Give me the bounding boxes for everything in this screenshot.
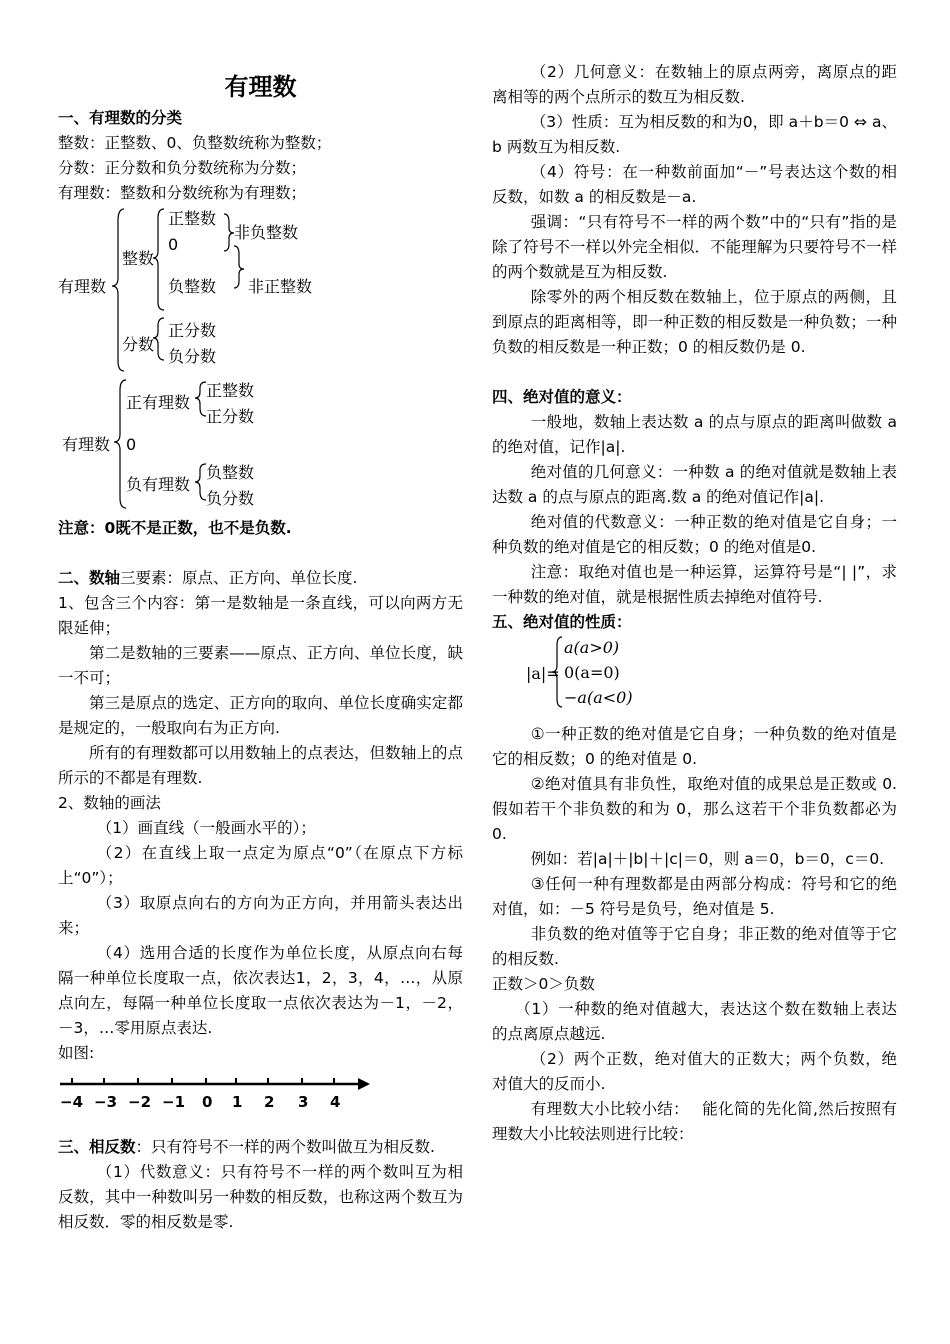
axis-label-neg2: −2 bbox=[128, 1093, 152, 1111]
right-column bbox=[492, 60, 897, 1147]
section2-heading-line bbox=[58, 566, 463, 591]
r-para-5: 除零外的两个相反数在数轴上，位于原点的两侧，且到原点的距离相等，即一种正数的相反数是一种负数；一种负数的相反数是一种正数；0 的相反数仍是 0. bbox=[492, 288, 897, 356]
tree1-positive-integer: 正整数 bbox=[168, 209, 217, 228]
tree1-negative-fraction: 负分数 bbox=[168, 347, 217, 366]
s4-para-4: 注意：取绝对值也是一种运算，运算符号是“| |”，求一种数的绝对值，就是根据性质去掉绝对值符号. bbox=[492, 563, 897, 606]
s2-para-4: 所有的有理数都可以用数轴上的点表达，但数轴上的点所示的不都是有理数. bbox=[58, 744, 463, 787]
section5-heading: 五、绝对值的性质： bbox=[492, 613, 632, 631]
number-line bbox=[58, 1070, 378, 1110]
r-para-4: 强调：“只有符号不一样的两个数”中的“只有”指的是除了符号不一样以外完全相似．不能理解为只要符号不一样的两个数就是互为相反数. bbox=[492, 213, 897, 281]
section3-heading: 三、相反数 bbox=[58, 1138, 136, 1156]
axis-label-neg3: −3 bbox=[94, 1093, 118, 1111]
s1-line-rational: 有理数：整数和分数统称为有理数； bbox=[58, 184, 307, 202]
s5-para-4: ③任何一种有理数都是由两部分构成：符号和它的绝对值，如：－5 符号是负号，绝对值是 5. bbox=[492, 875, 897, 918]
s5-para-6: 正数＞0＞负数 bbox=[492, 975, 595, 993]
s2-para-2: 第二是数轴的三要素——原点、正方向、单位长度，缺一不可； bbox=[58, 644, 463, 687]
tree1-positive-fraction: 正分数 bbox=[168, 321, 217, 340]
s1-line-integer: 整数：正整数、0、负整数统称为整数； bbox=[58, 134, 332, 152]
s3-para-1: （1）代数意义：只有符号不一样的两个数叫互为相反数，其中一种数叫另一种数的相反数，也称这两个数互为相反数．零的相反数是零. bbox=[58, 1163, 463, 1231]
tree2-positive-rational: 正有理数 bbox=[126, 393, 191, 412]
tree1-fraction: 分数 bbox=[122, 335, 155, 354]
s2-para-7: （2）在直线上取一点定为原点“0”（在原点下方标上“0”）； bbox=[58, 844, 463, 887]
classification-tree-1 bbox=[58, 206, 358, 376]
axis-label-4: 4 bbox=[330, 1093, 341, 1111]
abs-case-positive: a(a>0) bbox=[564, 638, 620, 657]
abs-piecewise-formula bbox=[526, 635, 646, 710]
s5-para-8: （2）两个正数，绝对值大的正数大；两个负数，绝对值大的反而小. bbox=[492, 1050, 897, 1093]
section2-heading: 二、数轴 bbox=[58, 569, 121, 587]
section3-heading-line bbox=[58, 1135, 463, 1160]
r-para-1: （2）几何意义：在数轴上的原点两旁，离原点的距离相等的两个点所示的数互为相反数. bbox=[492, 63, 897, 106]
abs-lhs: |a|= bbox=[526, 664, 560, 683]
s4-para-1: 一般地，数轴上表达数 a 的点与原点的距离叫做数 a 的绝对值，记作|a|. bbox=[492, 413, 897, 456]
axis-label-1: 1 bbox=[232, 1093, 243, 1111]
axis-label-3: 3 bbox=[298, 1093, 309, 1111]
tree1-integer: 整数 bbox=[122, 249, 155, 268]
s1-line-fraction: 分数：正分数和负分数统称为分数； bbox=[58, 159, 307, 177]
tree2-negative-fraction: 负分数 bbox=[206, 489, 255, 508]
tree2-root: 有理数 bbox=[62, 435, 111, 454]
s5-para-2: ②绝对值具有非负性，取绝对值的成果总是正数或 0. 假如若干个非负数的和为 0，那么这若干个非负数都必为 0. bbox=[492, 775, 897, 843]
tree2-positive-fraction: 正分数 bbox=[206, 407, 255, 426]
s4-para-2: 绝对值的几何意义：一种数 a 的绝对值就是数轴上表达数 a 的点与原点的距离.数 a 的绝对值记作|a|. bbox=[492, 463, 897, 506]
section3-heading-rest: ：只有符号不一样的两个数叫做互为相反数. bbox=[135, 1138, 435, 1156]
tree2-negative-integer: 负整数 bbox=[206, 463, 255, 482]
axis-label-0: 0 bbox=[202, 1093, 213, 1111]
page-title: 有理数 bbox=[224, 73, 297, 101]
s5-para-7: （1）一种数的绝对值越大，表达这个数在数轴上表达的点离原点越远. bbox=[492, 1000, 897, 1043]
r-para-2: （3）性质：互为相反数的和为0，即 a＋b＝0 ⇔ a、b 两数互为相反数. bbox=[492, 113, 897, 156]
tree1-non-negative-integer: 非负整数 bbox=[234, 223, 299, 242]
s5-para-1: ①一种正数的绝对值是它自身；一种负数的绝对值是它的相反数；0 的绝对值是 0. bbox=[492, 725, 897, 768]
s5-para-5: 非负数的绝对值等于它自身；非正数的绝对值等于它的相反数. bbox=[492, 925, 897, 968]
s2-para-9: （4）选用合适的长度作为单位长度，从原点向右每隔一种单位长度取一点，依次表达1，2，3，4，…，从原点向左，每隔一种单位长度取一点依次表达为－1，－2，－3，…零用原点表达. bbox=[58, 944, 463, 1037]
section4-heading: 四、绝对值的意义： bbox=[492, 388, 632, 406]
s2-para-6: （1）画直线（一般画水平的）； bbox=[96, 819, 316, 837]
tree2-zero: 0 bbox=[126, 435, 137, 454]
section2-heading-rest: 三要素：原点、正方向、单位长度. bbox=[120, 569, 358, 587]
section1-heading: 一、有理数的分类 bbox=[58, 109, 183, 127]
left-column bbox=[58, 60, 463, 1235]
s5-para-9: 有理数大小比较小结： 能化简的先化简,然后按照有理数大小比较法则进行比较： bbox=[492, 1100, 897, 1143]
abs-case-zero: 0(a=0) bbox=[564, 663, 620, 682]
classification-tree-2 bbox=[58, 376, 358, 516]
s2-para-5: 2、数轴的画法 bbox=[58, 794, 161, 812]
s4-para-3: 绝对值的代数意义：一种正数的绝对值是它自身；一种负数的绝对值是它的相反数；0 的绝对值是0. bbox=[492, 513, 897, 556]
s2-para-3: 第三是原点的选定、正方向的取向、单位长度确实定都是规定的，一般取向右为正方向. bbox=[58, 694, 463, 737]
tree2-negative-rational: 负有理数 bbox=[126, 475, 191, 494]
tree1-root: 有理数 bbox=[58, 277, 107, 296]
r-para-3: （4）符号：在一种数前面加“－”号表达这个数的相反数，如数 a 的相反数是－a. bbox=[492, 163, 897, 206]
s5-para-3: 例如：若|a|＋|b|＋|c|＝0，则 a＝0，b＝0，c＝0. bbox=[530, 850, 885, 868]
axis-label-neg4: −4 bbox=[60, 1093, 84, 1111]
s2-para-10: 如图: bbox=[58, 1044, 95, 1062]
tree1-zero: 0 bbox=[168, 235, 179, 254]
tree1-non-positive-integer: 非正整数 bbox=[248, 277, 313, 296]
zero-note: 注意：0既不是正数，也不是负数. bbox=[58, 519, 292, 537]
s2-para-1: 1、包含三个内容：第一是数轴是一条直线，可以向两方无限延伸； bbox=[58, 594, 463, 637]
tree2-positive-integer: 正整数 bbox=[206, 381, 255, 400]
axis-label-neg1: −1 bbox=[162, 1093, 186, 1111]
s2-para-8: （3）取原点向右的方向为正方向，并用箭头表达出来； bbox=[58, 894, 463, 937]
tree1-negative-integer: 负整数 bbox=[168, 277, 217, 296]
axis-label-2: 2 bbox=[264, 1093, 275, 1111]
abs-case-negative: −a(a<0) bbox=[564, 688, 633, 707]
